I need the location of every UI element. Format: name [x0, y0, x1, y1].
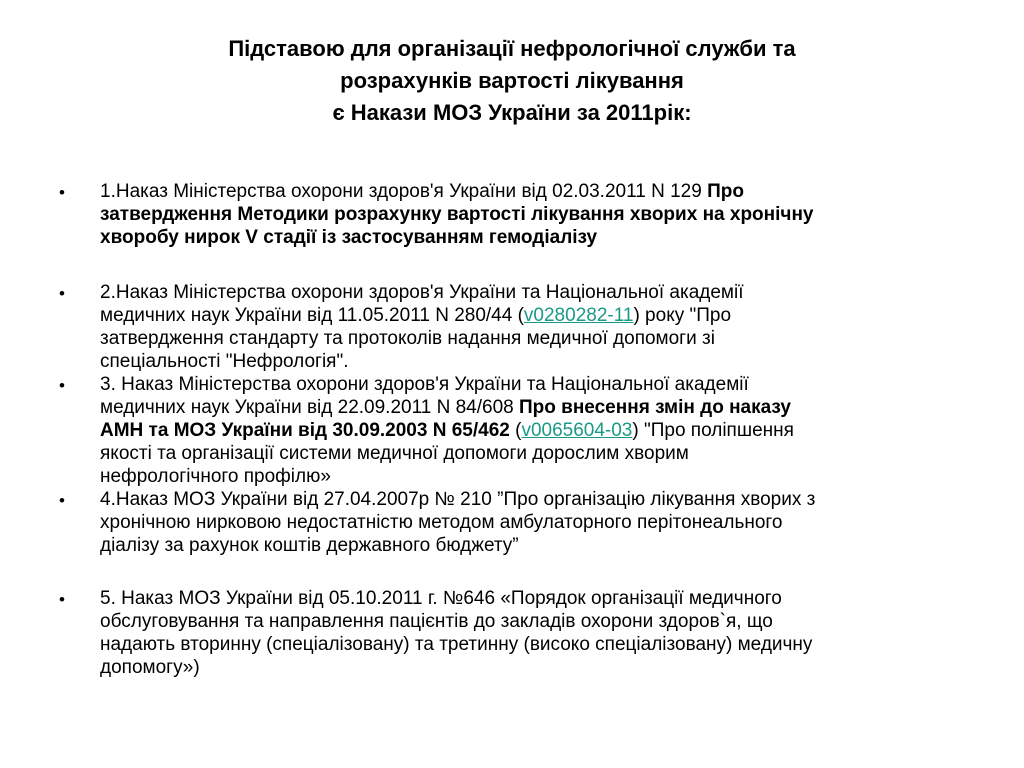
item-4-line-2: хронічною нирковою недостатністю методом амбулаторного перітонеального	[100, 512, 783, 533]
bullet-icon: •	[59, 284, 65, 303]
item-1-line-2: затвердження Методики розрахунку вартості лікування хворих на хронічну	[100, 204, 814, 225]
item-2-line-1: 2.Наказ Міністерства охорони здоров'я України та Національної академії	[100, 282, 744, 303]
document-link-v0280282-11[interactable]: v0280282-11	[523, 305, 634, 326]
item-2-line-2: медичних наук України від 11.05.2011 N 280/44 (v0280282-11) року "Про	[100, 305, 732, 326]
item-5-line-2: обслуговування та направлення пацієнтів до закладів охорони здоров`я, що	[100, 611, 773, 632]
item-1-line-3: хворобу нирок V стадії із застосуванням гемодіалізу	[100, 227, 598, 248]
bullet-icon: •	[59, 376, 65, 395]
slide-title	[0, 33, 1024, 129]
item-5-line-1: 5. Наказ МОЗ України від 05.10.2011 г. №646 «Порядок організації медичного	[100, 588, 782, 609]
item-2-line-4: спеціальності "Нефрологія".	[100, 351, 349, 372]
title-line-1: Підставою для організації нефрологічної служби та	[228, 36, 796, 61]
item-3-line-1: 3. Наказ Міністерства охорони здоров'я України та Національної академії	[100, 374, 749, 395]
item-1-line-1: 1.Наказ Міністерства охорони здоров'я України від 02.03.2011 N 129 Про	[100, 181, 744, 202]
title-line-2: розрахунків вартості лікування	[340, 68, 684, 93]
item-4-line-3: діалізу за рахунок коштів державного бюджету”	[100, 535, 519, 556]
title-line-3: є Накази МОЗ України за 2011рік:	[332, 100, 692, 125]
item-3-line-4: якості та організації системи медичної допомоги дорослим хворим	[100, 443, 689, 464]
item-2-line-3: затвердження стандарту та протоколів надання медичної допомоги зі	[100, 328, 715, 349]
item-4-line-1: 4.Наказ МОЗ України від 27.04.2007р № 210 ”Про організацію лікування хворих з	[100, 489, 816, 510]
item-5-line-3: надають вторинну (спеціалізовану) та третинну (високо спеціалізовану) медичну	[100, 634, 813, 655]
document-link-v0065604-03[interactable]: v0065604-03	[521, 420, 633, 441]
item-3-line-5: нефрологічного профілю»	[100, 466, 331, 487]
bullet-icon: •	[59, 590, 65, 609]
item-3-line-3: АМН та МОЗ України від 30.09.2003 N 65/462 (v0065604-03) "Про поліпшення	[100, 420, 794, 441]
item-5-line-4: допомогу»)	[100, 657, 200, 678]
item-3-line-2: медичних наук України від 22.09.2011 N 84/608 Про внесення змін до наказу	[100, 397, 791, 418]
bullet-icon: •	[59, 183, 65, 202]
bullet-icon: •	[59, 491, 65, 510]
